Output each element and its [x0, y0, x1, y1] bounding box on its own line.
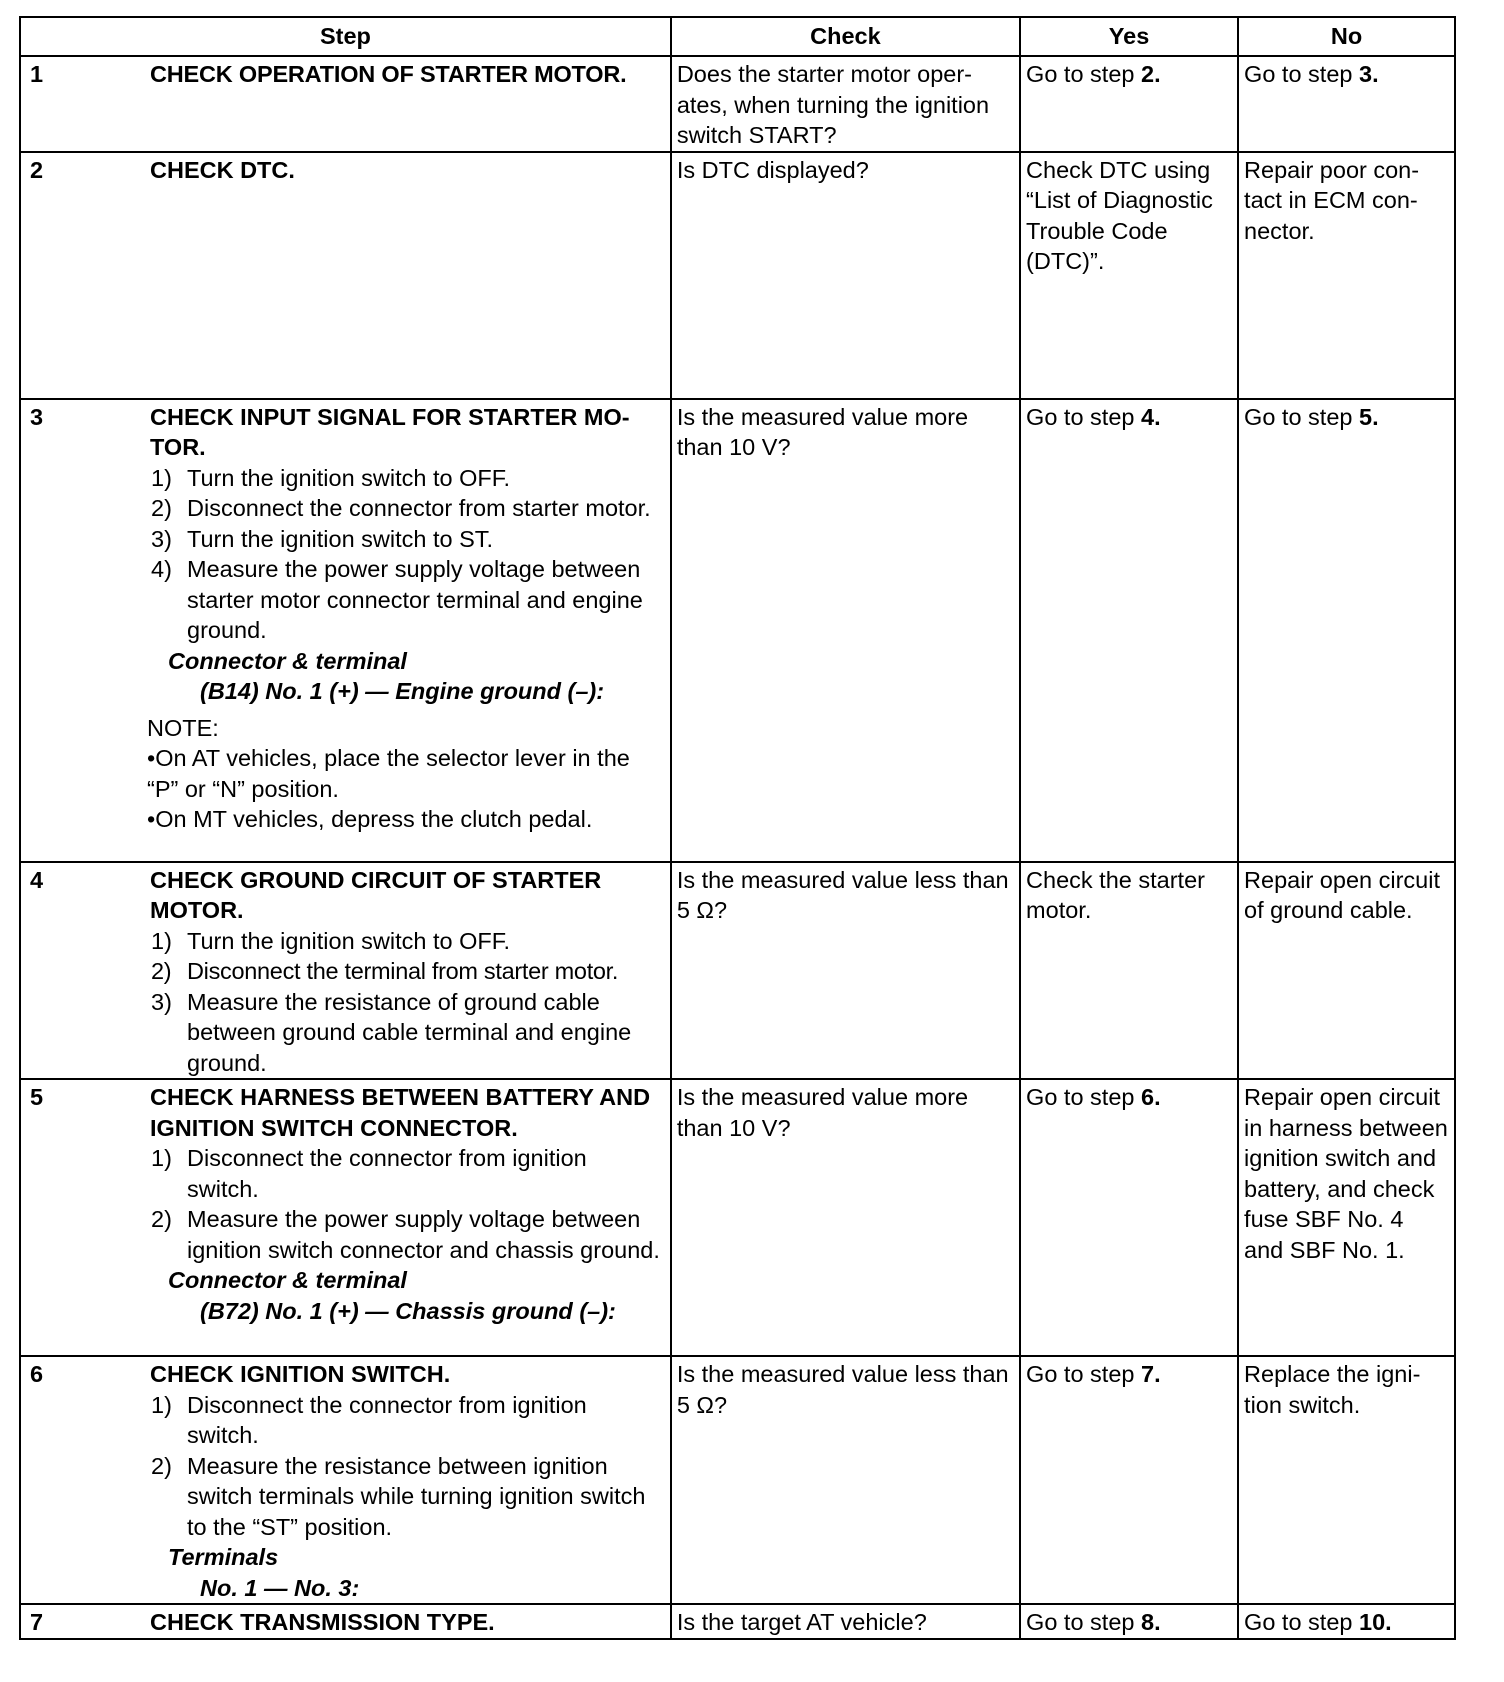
procedure-text: Turn the ignition switch to OFF.: [187, 464, 511, 491]
header-check: Check: [671, 17, 1020, 56]
step-number: 1: [30, 61, 44, 87]
step-cell: [20, 1079, 671, 1356]
spec-label: Connector & terminal: [168, 1267, 407, 1293]
procedure-text: Measure the resistance of ground cable between ground cable terminal and engine ground.: [187, 988, 632, 1076]
spec-label: Terminals: [168, 1544, 279, 1570]
note-label: NOTE:: [147, 714, 219, 741]
no-text: Go to step: [1244, 1609, 1359, 1635]
yes-step-ref: 7.: [1141, 1361, 1161, 1387]
step-cell: [20, 1604, 671, 1639]
no-cell: [1238, 399, 1455, 862]
table-row: [20, 56, 1455, 152]
yes-step-ref: 2.: [1141, 61, 1161, 87]
spec-label: Connector & terminal: [168, 647, 407, 674]
step-number: 2: [30, 156, 44, 183]
note-bullet: •On AT vehicles, place the selector lever in the “P” or “N” position.: [147, 745, 630, 802]
procedure-number: 2): [151, 495, 172, 521]
procedure-text: Turn the ignition switch to ST.: [187, 525, 494, 552]
procedure-number: 3): [151, 525, 172, 552]
procedure-item: [150, 987, 661, 1079]
step-cell: [20, 399, 671, 862]
procedure-item: [150, 524, 661, 555]
procedure-item: [150, 463, 661, 494]
step-title: CHECK HARNESS BETWEEN BATTERY AND IGNITION SWITCH CONNECTOR.: [150, 1084, 651, 1141]
step-number: 5: [30, 1084, 44, 1110]
procedure-item: [150, 956, 661, 987]
header-yes: Yes: [1020, 17, 1238, 56]
step-cell: [20, 152, 671, 399]
spec-value: No. 1 — No. 3:: [200, 1574, 360, 1601]
procedure-number: 1): [151, 464, 172, 491]
yes-text: Go to step: [1026, 403, 1141, 430]
procedure-number: 2): [151, 1452, 172, 1479]
yes-text: Go to step: [1026, 1084, 1141, 1110]
procedure-item: [150, 554, 661, 646]
step-cell: [20, 1356, 671, 1604]
yes-step-ref: 6.: [1141, 1084, 1161, 1110]
no-step-ref: 10.: [1359, 1609, 1392, 1635]
procedure-number: 4): [151, 556, 172, 582]
diagnostic-table: [19, 16, 1456, 1640]
yes-cell: [1020, 1079, 1238, 1356]
no-step-ref: 5.: [1359, 403, 1379, 430]
procedure-text: Disconnect the terminal from starter motor.: [187, 958, 619, 984]
step-number: 4: [30, 866, 44, 893]
no-cell: Repair open circuit of ground cable.: [1238, 862, 1455, 1080]
check-cell: Is the measured value more than 10 V?: [671, 399, 1020, 862]
no-cell: Repair open circuit in harness between ignition switch and battery, and check fuse SBF No. 4 and SBF No. 1.: [1238, 1079, 1455, 1356]
yes-cell: [1020, 1604, 1238, 1639]
step-cell: [20, 862, 671, 1080]
check-cell: Is the target AT vehicle?: [671, 1604, 1020, 1639]
procedure-number: 2): [151, 1206, 172, 1232]
no-text: Go to step: [1244, 61, 1359, 87]
check-cell: Does the starter motor oper- ates, when turning the ignition switch START?: [671, 56, 1020, 152]
procedure-item: [150, 493, 661, 524]
yes-cell: [1020, 1356, 1238, 1604]
procedure-text: Disconnect the connector from ignition switch.: [187, 1145, 587, 1202]
procedure-text: Disconnect the connector from starter motor.: [187, 495, 651, 521]
step-number: 7: [30, 1609, 44, 1635]
step-title: CHECK IGNITION SWITCH.: [150, 1361, 451, 1387]
diagnostic-procedure-page: [19, 16, 1456, 1640]
step-number: 3: [30, 403, 44, 430]
procedure-text: Turn the ignition switch to OFF.: [187, 927, 511, 954]
table-row: [20, 399, 1455, 862]
header-row: [20, 17, 1455, 56]
procedure-number: 1): [151, 1391, 172, 1418]
procedure-item: [150, 1451, 661, 1543]
procedure-text: Disconnect the connector from ignition switch.: [187, 1391, 587, 1448]
no-cell: Repair poor con- tact in ECM con- nector.: [1238, 152, 1455, 399]
yes-text: Go to step: [1026, 61, 1141, 87]
header-step: Step: [20, 17, 671, 56]
spec-value: (B14) No. 1 (+) — Engine ground (–):: [200, 678, 605, 704]
check-cell: Is the measured value less than 5 Ω?: [671, 1356, 1020, 1604]
yes-text: Go to step: [1026, 1361, 1141, 1387]
yes-step-ref: 4.: [1141, 403, 1161, 430]
table-row: [20, 1079, 1455, 1356]
procedure-number: 3): [151, 988, 172, 1015]
check-cell: Is DTC displayed?: [671, 152, 1020, 399]
step-title: CHECK OPERATION OF STARTER MOTOR.: [150, 61, 627, 87]
yes-cell: Check the starter motor.: [1020, 862, 1238, 1080]
header-no: No: [1238, 17, 1455, 56]
procedure-item: [150, 926, 661, 957]
procedure-number: 1): [151, 927, 172, 954]
procedure-number: 1): [151, 1145, 172, 1171]
procedure-text: Measure the power supply voltage between ignition switch connector and chassis ground.: [187, 1206, 660, 1263]
check-cell: Is the measured value less than 5 Ω?: [671, 862, 1020, 1080]
step-number: 6: [30, 1361, 44, 1387]
step-title: CHECK GROUND CIRCUIT OF STARTER MOTOR.: [150, 866, 602, 923]
table-row: [20, 1356, 1455, 1604]
no-cell: [1238, 1604, 1455, 1639]
no-cell: [1238, 56, 1455, 152]
check-cell: Is the measured value more than 10 V?: [671, 1079, 1020, 1356]
yes-text: Go to step: [1026, 1609, 1141, 1635]
procedure-text: Measure the resistance between ignition switch terminals while turning ignition switch to the “ST” position.: [187, 1452, 646, 1540]
no-cell: Replace the igni- tion switch.: [1238, 1356, 1455, 1604]
procedure-item: [150, 1390, 661, 1451]
yes-step-ref: 8.: [1141, 1609, 1161, 1635]
step-title: CHECK DTC.: [150, 156, 295, 183]
table-row: [20, 862, 1455, 1080]
table-row: [20, 1604, 1455, 1639]
step-cell: [20, 56, 671, 152]
procedure-item: [150, 1204, 661, 1265]
table-row: [20, 152, 1455, 399]
no-step-ref: 3.: [1359, 61, 1379, 87]
spec-value: (B72) No. 1 (+) — Chassis ground (–):: [200, 1297, 616, 1324]
step-title: CHECK TRANSMISSION TYPE.: [150, 1609, 495, 1635]
no-text: Go to step: [1244, 403, 1359, 430]
procedure-number: 2): [151, 958, 172, 984]
note-bullet: •On MT vehicles, depress the clutch pedal.: [147, 806, 593, 832]
yes-cell: [1020, 56, 1238, 152]
yes-cell: [1020, 399, 1238, 862]
procedure-item: [150, 1143, 661, 1204]
procedure-text: Measure the power supply voltage between starter motor connector terminal and engine ground.: [187, 556, 643, 643]
yes-cell: Check DTC using “List of Diagnostic Trouble Code (DTC)”.: [1020, 152, 1238, 399]
step-title: CHECK INPUT SIGNAL FOR STARTER MO- TOR.: [150, 403, 630, 460]
